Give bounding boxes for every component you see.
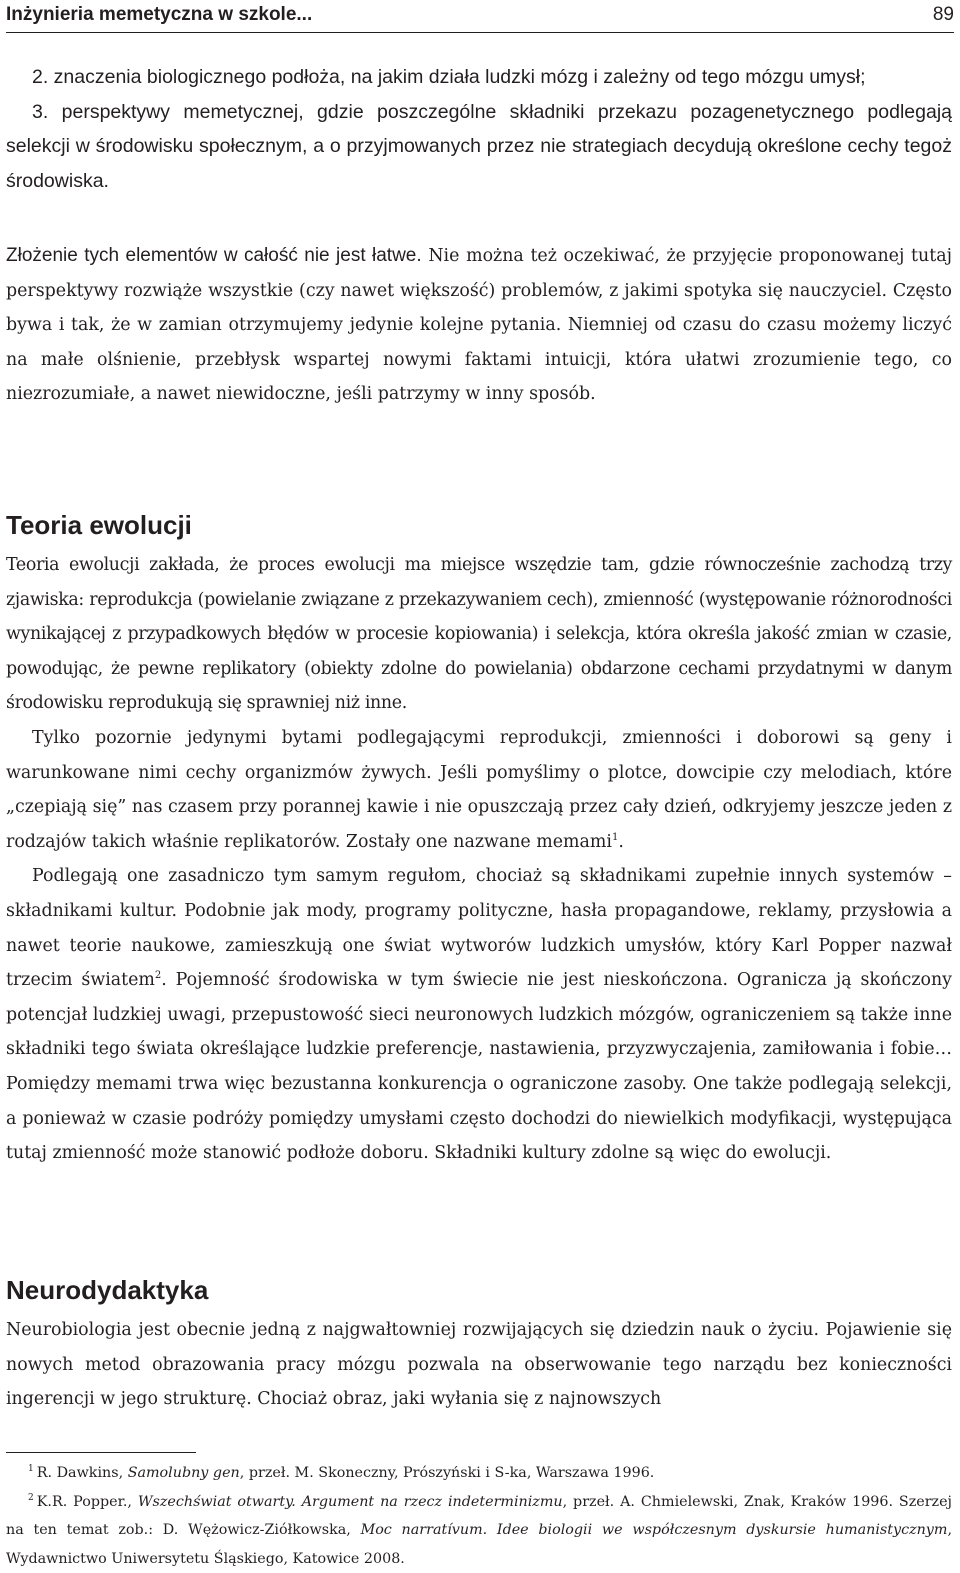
list-item-3: 3. perspektywy memetycznej, gdzie poszczególne składniki przekazu pozagenetycznego podlegają selekcji w środowisku społecznym, a o przyjmowanych przez nie strategiach decydują określone cechy tegoż środowiska. [6, 95, 952, 199]
list-item-2: 2. znaczenia biologicznego podłoża, na jakim działa ludzki mózg i zależny od tego mózgu umysł; [6, 60, 952, 95]
footnote-ref-2[interactable]: 2 [155, 970, 161, 981]
intro-paragraph [6, 239, 952, 412]
running-header [6, 0, 954, 33]
running-title: Inżynieria memetyczna w szkole... [6, 4, 312, 26]
footnote-text: , Wydawnictwo Uniwersytetu Śląskiego, Katowice 2008. [6, 1522, 952, 1567]
footnote-title: Samolubny gen [128, 1465, 240, 1481]
paragraph [6, 859, 952, 1170]
footnotes [6, 1459, 952, 1573]
footnote-number: 1 [28, 1464, 34, 1474]
section-heading-neurodydaktyka: Neurodydaktyka [6, 1275, 208, 1306]
page-number: 89 [933, 4, 954, 26]
footnote-2 [6, 1488, 952, 1573]
paragraph-end: . [618, 832, 624, 852]
footnote-text: , przeł. M. Skoneczny, Prószyński i S-ka, Warszawa 1996. [240, 1465, 655, 1481]
footnote-text: R. Dawkins, [37, 1465, 128, 1481]
paragraph [6, 721, 952, 859]
footnote-text: K.R. Popper., [37, 1494, 138, 1510]
section-heading-teoria-ewolucji: Teoria ewolucji [6, 510, 192, 541]
paragraph-lead: Złożenie tych elementów w całość nie jest łatwe. [6, 245, 422, 266]
footnote-title: Moc narratívum. Idee biologii we współczesnym dyskursie humanistycznym [361, 1522, 948, 1538]
paragraph-text: Tylko pozornie jedynymi bytami podlegającymi reprodukcji, zmienności i doborowi są geny i warunkowane nimi cechy organizmów żywych. Jeśli pomyślimy o plotce, dowcipie czy melodiach, które „czepiają się” nas czasem przy porannej kawie i nie opuszczają przez cały dzień, odkryjemy jeszcze jeden z rodzajów takich właśnie replikatorów. Zostały one nazwane memami [6, 728, 952, 852]
footnote-divider [6, 1452, 196, 1453]
paragraph-text [6, 239, 952, 412]
paragraph: Teoria ewolucji zakłada, że proces ewolucji ma miejsce wszędzie tam, gdzie równocześnie zachodzą trzy zjawiska: reprodukcja (powielanie związane z przekazywaniem cech), zmienność (występowanie różnorodności wynikającej z przypadkowych błędów w procesie kopiowania) i selekcja, która określa jakość zmian w czasie, powodując, że pewne replikatory (obiekty zdolne do powielania) obdarzone cechami przydatnymi w danym środowisku reprodukują się sprawniej niż inne. [6, 548, 952, 721]
footnote-ref-1[interactable]: 1 [612, 832, 618, 843]
footnote-text: , przeł. A. Chmielewski, Znak, Kraków 1996. Szerzej na ten temat zob.: D. Wężowicz-Ziółkowska, [6, 1494, 952, 1539]
footnote-1 [6, 1459, 952, 1488]
paragraph-body: Nie można też oczekiwać, że przyjęcie proponowanej tutaj perspektywy rozwiąże wszystkie (czy nawet większość) problemów, z jakimi spotyka się nauczyciel. Często bywa i tak, że w zamian otrzymujemy jedynie kolejne pytania. Niemniej od czasu do czasu możemy liczyć na małe olśnienie, przebłysk wspartej nowymi faktami intuicji, która ułatwi zrozumienie tego, co niezrozumiałe, a nawet niewidoczne, jeśli patrzymy w inny sposób. [6, 246, 952, 404]
footnote-number: 2 [28, 1493, 34, 1503]
paragraph: Neurobiologia jest obecnie jedną z najgwałtowniej rozwijających się dziedzin nauk o życiu. Pojawienie się nowych metod obrazowania pracy mózgu pozwala na obserwowanie tego narządu bez konieczności ingerencji w jego strukturę. Chociaż obraz, jaki wyłania się z najnowszych [6, 1313, 952, 1417]
footnote-title: Wszechświat otwarty. Argument na rzecz indeterminizmu [138, 1494, 563, 1510]
paragraph-text-end: . Pojemność środowiska w tym świecie nie jest nieskończona. Ogranicza ją skończony potencjał ludzkiej uwagi, przepustowość sieci neuronowych ludzkich mózgów, ograniczeniem są także inne składniki tego świata określające ludzkie preferencje, nastawienia, przyzwyczajenia, zamiłowania i fobie… Pomiędzy memami trwa więc bezustanna konkurencja o ograniczone zasoby. One także podlegają selekcji, a ponieważ w czasie podróży pomiędzy umysłami często dochodzi do niewielkich modyfikacji, występująca tutaj zmienność może stanowić podłoże doboru. Składniki kultury zdolne są więc do ewolucji. [6, 970, 952, 1163]
section-body-teoria-ewolucji [6, 548, 952, 1171]
paragraph-text: Podlegają one zasadniczo tym samym regułom, chociaż są składnikami zupełnie innych systemów – składnikami kultur. Podobnie jak mody, programy polityczne, hasła propagandowe, reklamy, przysłowia a nawet teorie naukowe, zamieszkują one świat wytworów ludzkich umysłów, który Karl Popper nazwał trzecim światem [6, 866, 952, 990]
list-continuation [6, 60, 952, 198]
section-body-neurodydaktyka [6, 1313, 952, 1417]
